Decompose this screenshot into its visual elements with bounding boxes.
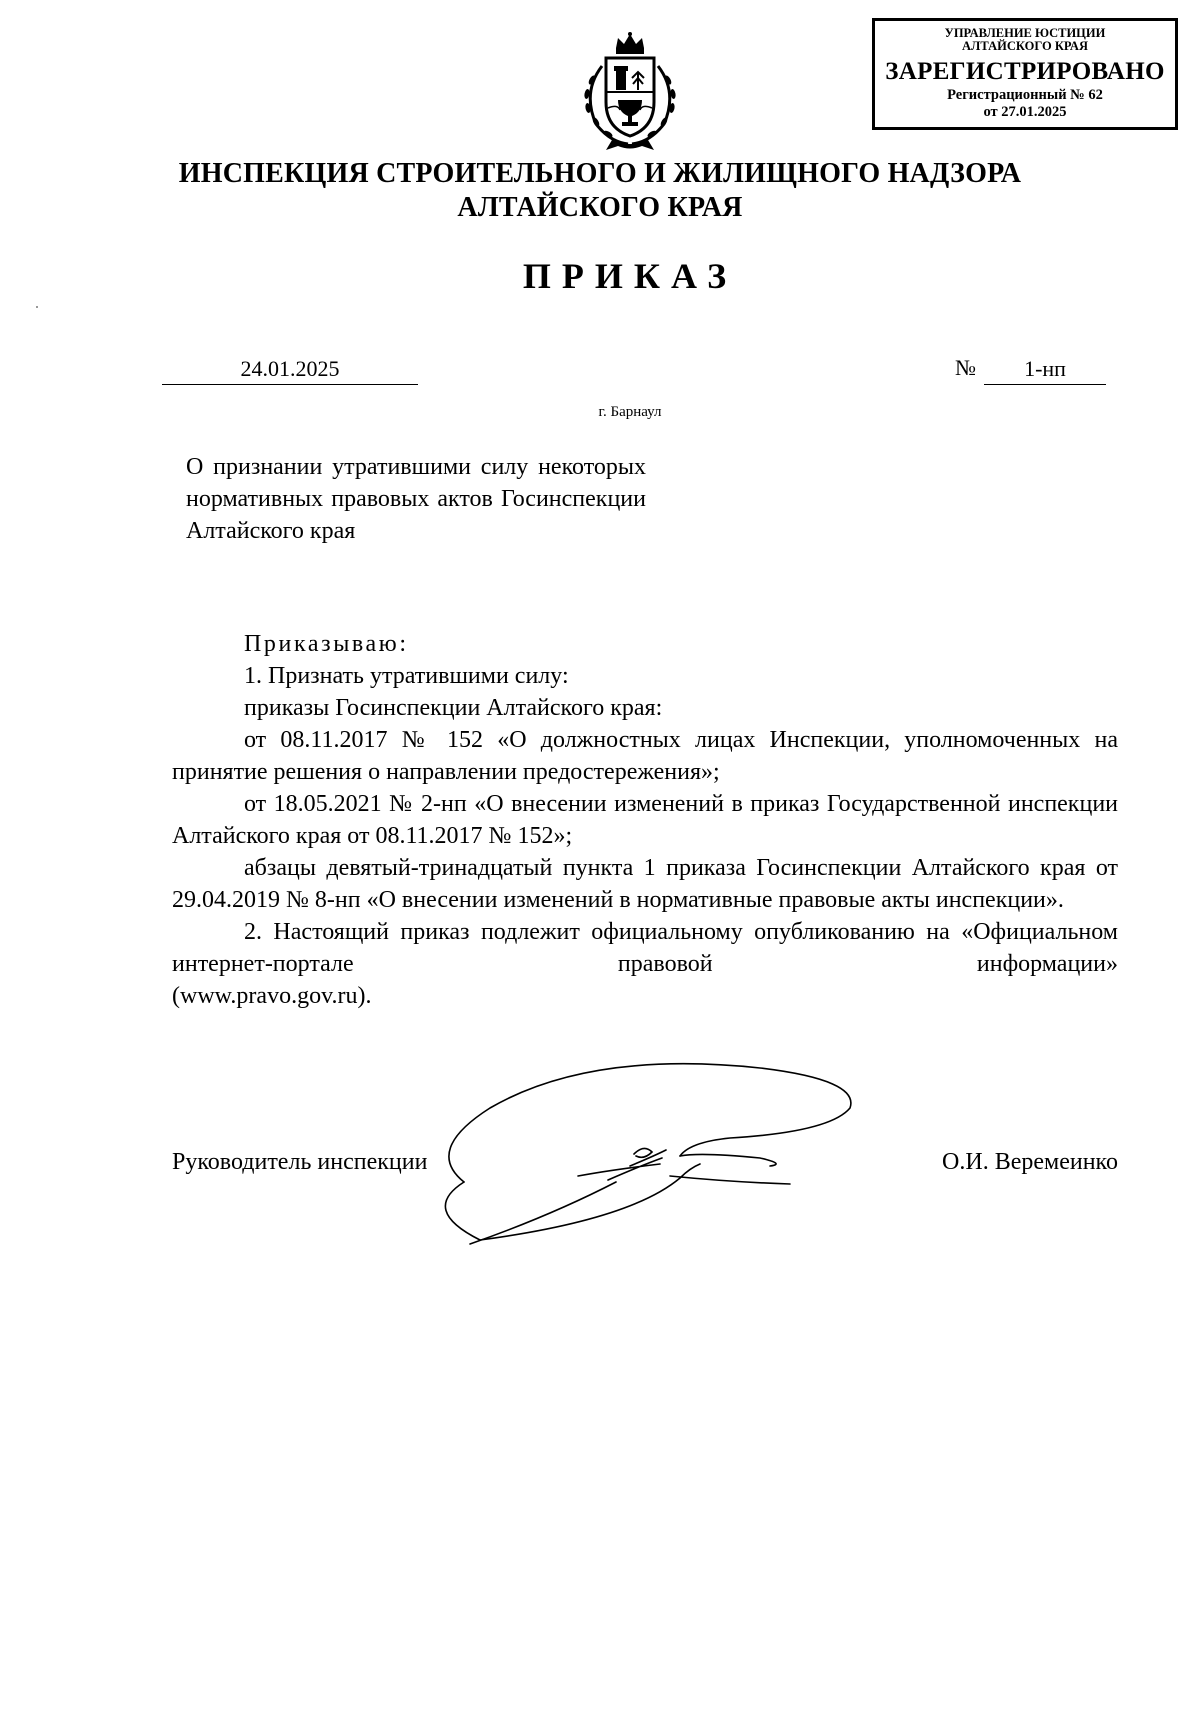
stamp-reg-number: Регистрационный № 62 [947,87,1103,103]
number-label: № [955,355,976,380]
document-date: 24.01.2025 [162,356,418,385]
organization-name-line2: АЛТАЙСКОГО КРАЯ [457,192,743,223]
organization-name-line1: ИНСПЕКЦИЯ СТРОИТЕЛЬНОГО И ЖИЛИЩНОГО НАДЗОРА [178,158,1022,189]
handwritten-signature [430,1060,950,1300]
document-type: ПРИКАЗ [522,256,738,296]
body-paragraph-6: 2. Настоящий приказ подлежит официальному опубликованию на «Официальном интернет-портале правовой информации» [172,919,1118,977]
stamp-authority-line1: УПРАВЛЕНИЕ ЮСТИЦИИ [944,26,1106,40]
stamp-reg-date: от 27.01.2025 [983,104,1067,120]
body-paragraph-6-tail: (www.pravo.gov.ru). [172,983,372,1009]
city: г. Барнаул [598,404,662,420]
document-subject: О признании утратившими силу некоторых нормативных правовых актов Госинспекции Алтайского края [186,454,646,544]
scan-artifact [36,306,38,308]
body-paragraph-4: от 18.05.2021 № 2-нп «О внесении изменений в приказ Государственной инспекции Алтайского края от 08.11.2017 № 152»; [172,791,1118,849]
registration-stamp [872,18,1178,130]
stamp-status: ЗАРЕГИСТРИРОВАНО [885,58,1165,85]
body-paragraph-1: 1. Признать утратившими силу: [244,663,569,689]
stamp-authority-line2: АЛТАЙСКОГО КРАЯ [962,39,1088,53]
body-paragraph-2: приказы Госинспекции Алтайского края: [244,695,663,721]
altai-coat-of-arms-icon [572,32,688,152]
signer-name: О.И. Веремеинко [942,1149,1118,1175]
organization-name [120,157,1080,225]
body-paragraph-3: от 08.11.2017 № 152 «О должностных лицах Инспекции, уполномоченных на принятие решения о направлении предостережения»; [172,727,1118,785]
document-body [172,628,1118,1012]
signer-title: Руководитель инспекции [172,1149,428,1175]
body-paragraph-5: абзацы девятый-тринадцатый пункта 1 приказа Госинспекции Алтайского края от 29.04.2019 № 8-нп «О внесении изменений в нормативные правовые акты инспекции». [172,855,1118,913]
body-intro: Приказываю: [244,631,409,657]
document-number: 1-нп [984,356,1106,385]
